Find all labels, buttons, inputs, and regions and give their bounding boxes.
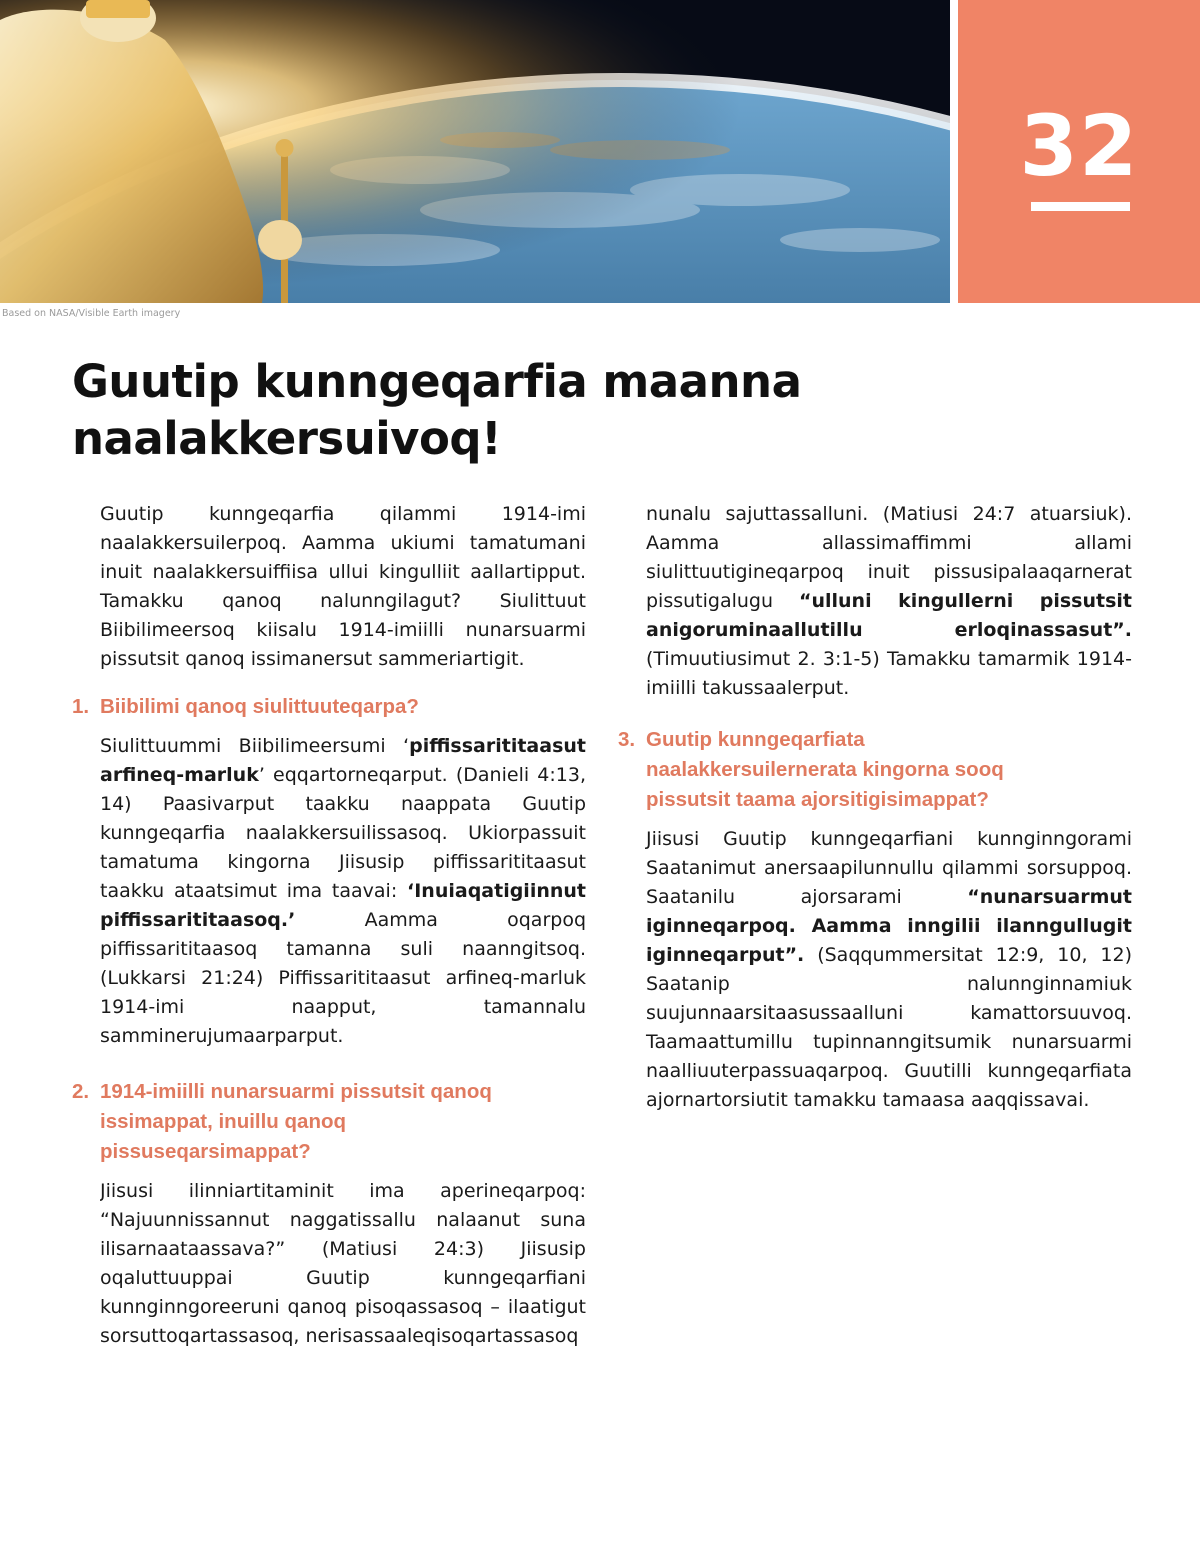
question-number: 2. (72, 1080, 90, 1103)
lesson-number-box (958, 0, 1200, 303)
hero-image (0, 0, 950, 303)
question-1 (72, 692, 602, 722)
right-column (618, 500, 1148, 1115)
emphasized-text: “nunarsuarmut iginneqarpoq. Aamma inngilii ilanngullugit iginneqarput”. (646, 886, 1132, 966)
question-number: 1. (72, 695, 90, 718)
intro-paragraph: Guutip kunngeqarfia qilammi 1914-imi naalakkersuilerpoq. Aamma ukiumi tamatumani inuit naalakkersuiffiisa ullui kingulliit aallartipput. Tamakku qanoq nalunngilagut? Siulittuut Biibilimeersoq kiisalu 1914-imiilli nunarsuarmi pissutsit qanoq issimanersut sammeriartigit. (100, 503, 586, 670)
emphasized-text: “ulluni kingullerni pissutsit anigoruminaallutillu erloqinassasut”. (646, 590, 1132, 641)
question-number: 3. (618, 728, 636, 751)
question-2 (72, 1077, 602, 1167)
image-credit: Based on NASA/Visible Earth imagery (2, 308, 181, 319)
question-3 (618, 725, 1148, 815)
section-3-paragraph: Jiisusi Guutip kunngeqarfiani kunnginngorami Saatanimut anersaapilunnullu qilammi sorsuppoq. Saatanilu ajorsarami “nunarsuarmut iginneqarpoq. Aamma inngilii ilanngullugit iginneqarput”. (Saqqummersitat 12:9, 10, 12) Saatanip nalunnginnamiuk suujunnaarsitaasussaalluni kamattorsuuvoq. Taamaattumillu tupinnanngitsumik nunarsuarmi naalliuuterpassuaqarpoq. Guutilli kunngeqarfiata ajornartorsiutit tamakku tamaasa aaqqissavai. (646, 828, 1132, 1111)
lesson-number-underline (1031, 202, 1130, 211)
question-text: Guutip kunngeqarfiata naalakkersuilernerata kingorna sooq pissutsit taama ajorsitigisimappat? (646, 728, 1004, 811)
emphasized-text: ‘Inuiaqatigiinnut piffissarititaasoq.’ (100, 880, 586, 931)
question-text: 1914-imiilli nunarsuarmi pissutsit qanoq issimappat, inuillu qanoq pissuseqarsimappat? (100, 1080, 492, 1163)
left-column (72, 500, 602, 1351)
lesson-number: 32 (1019, 97, 1139, 195)
emphasized-text: piffissarititaasut arfineq-marluk (100, 735, 586, 786)
question-text: Biibilimi qanoq siulittuuteqarpa? (100, 695, 419, 718)
section-2-continued-paragraph: nunalu sajuttassalluni. (Matiusi 24:7 atuarsiuk). Aamma allassimaffimmi allami siulittuutigineqarpoq inuit pissusipalaaqarnerat pissutigalugu “ulluni kingullerni pissutsit anigoruminaallutillu erloqinassasut”. (Timuutiusimut 2. 3:1-5) Tamakku tamarmik 1914-imiilli takussaalerput. (646, 503, 1132, 699)
section-1-paragraph: Siulittuummi Biibilimeersumi ‘piffissarititaasut arfineq-marluk’ eqqartorneqarput. (Danieli 4:13, 14) Paasivarput taakku naappata Guutip kunngeqarfia naalakkersuilissasoq. Ukiorpassuit tamatuma kingorna Jiisusip piffissarititaasut taakku ataatsimut ima taavai: ‘Inuiaqatigiinnut piffissarititaasoq.’ Aamma oqarpoq piffissarititaasoq tamanna suli naanngitsoq. (Lukkarsi 21:24) Piffissarititaasut arfineq-marluk 1914-imi naapput, tamannalu samminerujumaarparput. (100, 735, 586, 1047)
earth-and-king-illustration (0, 0, 950, 303)
section-2-paragraph: Jiisusi ilinniartitaminit ima aperineqarpoq: “Najuunnissannut naggatissallu nalaanut suna ilisarnaataassava?” (Matiusi 24:3) Jiisusip oqaluttuuppai Guutip kunngeqarfiani kunnginngoreeruni qanoq pisoqassasoq – ilaatigut sorsuttoqartassasoq, nerisassaaleqisoqartassasoq (100, 1180, 586, 1347)
page-title: Guutip kunngeqarfia maanna naalakkersuivoq! (72, 355, 802, 465)
